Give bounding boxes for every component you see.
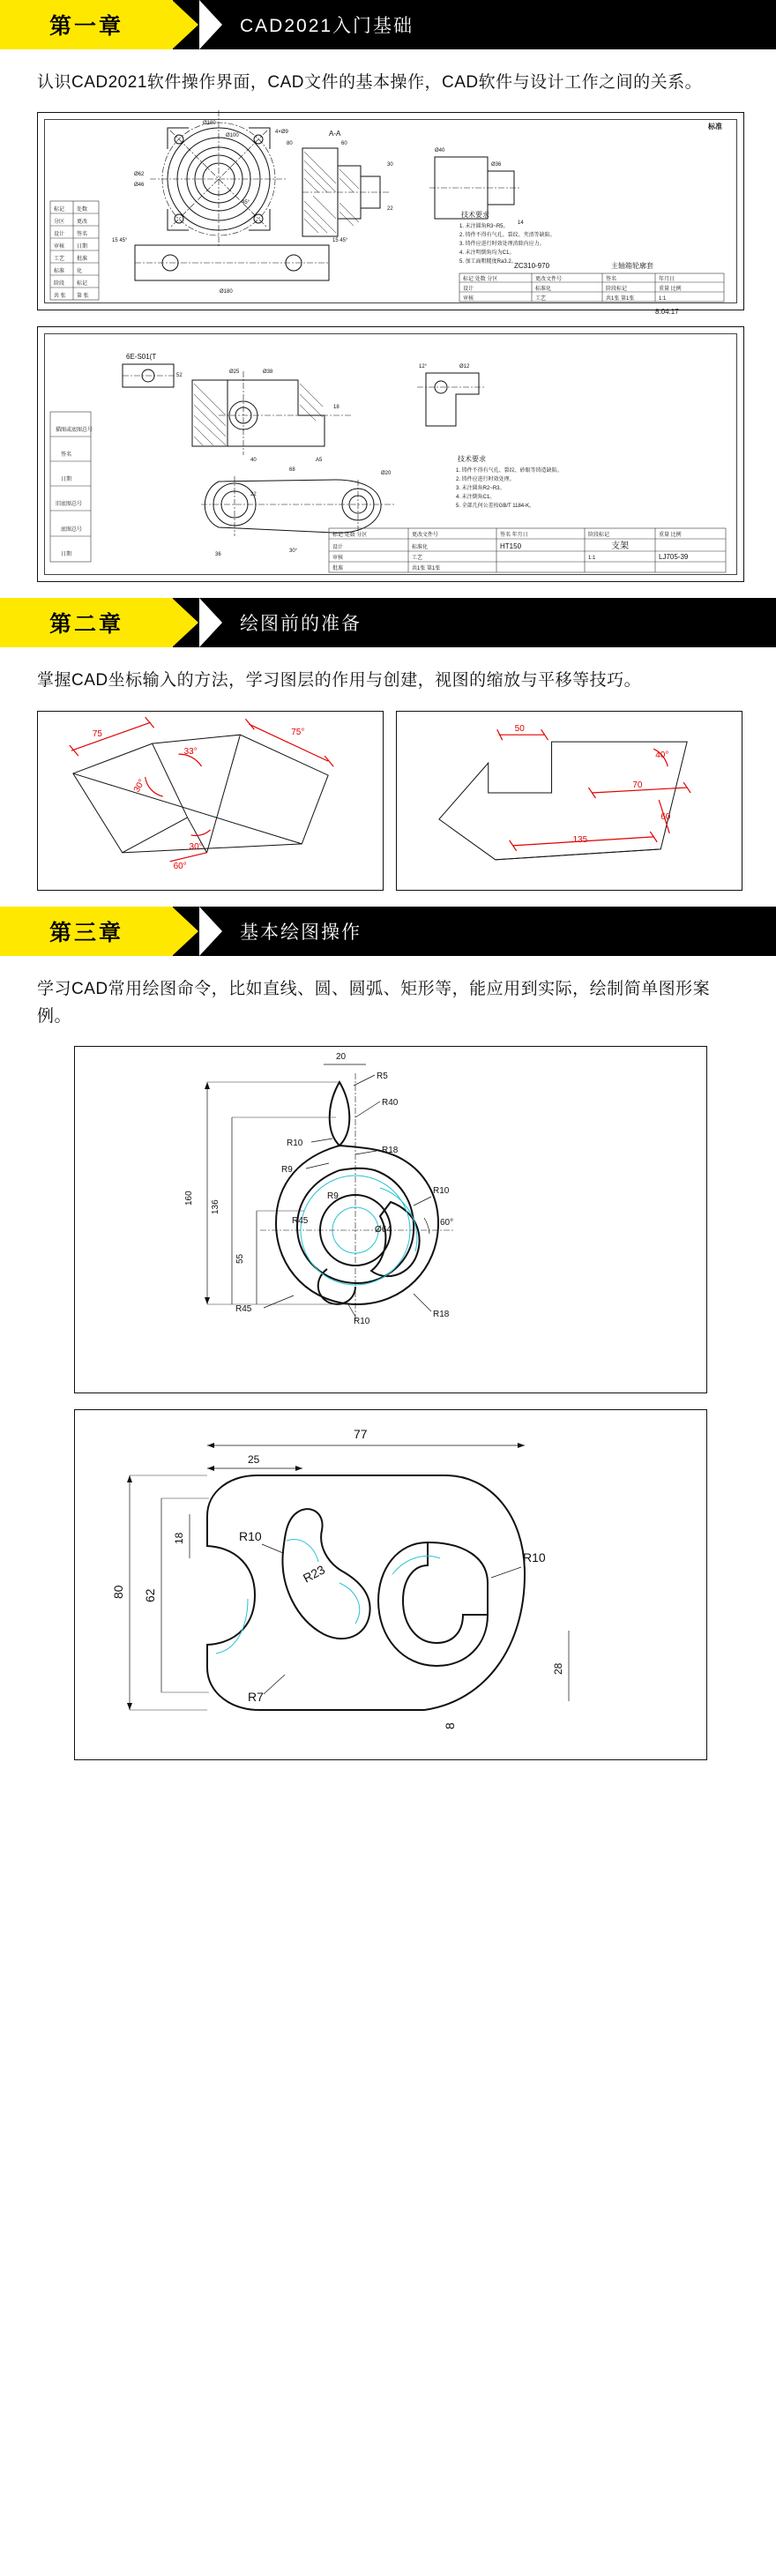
- svg-text:R23: R23: [300, 1562, 328, 1587]
- svg-text:Ø64: Ø64: [375, 1225, 392, 1236]
- chapter-label-2: 第二章: [48, 612, 123, 638]
- svg-text:52: 52: [176, 373, 183, 379]
- svg-text:1:1: 1:1: [659, 296, 667, 302]
- svg-text:Ø180: Ø180: [203, 121, 216, 127]
- svg-text:36: 36: [215, 552, 221, 558]
- svg-text:20: 20: [336, 1052, 347, 1063]
- svg-text:60°: 60°: [440, 1218, 454, 1228]
- svg-text:R5: R5: [377, 1071, 388, 1082]
- chapter-title-box-2: [173, 598, 776, 647]
- svg-text:标记 处数 分区: 标记 处数 分区: [463, 277, 498, 283]
- svg-text:Ø46: Ø46: [134, 183, 145, 189]
- chapter-arrow-inner-icon-1: [199, 0, 222, 49]
- svg-text:77: 77: [354, 1427, 368, 1442]
- figure-2-2: [396, 711, 742, 891]
- chapter-header-1: [0, 0, 776, 49]
- svg-text:旧底图总号: 旧底图总号: [56, 502, 83, 508]
- svg-text:分区: 分区: [54, 220, 65, 226]
- svg-text:12°: 12°: [419, 364, 428, 370]
- svg-text:1:1: 1:1: [588, 556, 596, 562]
- svg-text:Ø12: Ø12: [459, 364, 470, 370]
- figure-3-2-drawing: [75, 1410, 706, 1759]
- svg-text:Ø180: Ø180: [220, 289, 233, 295]
- svg-text:75°: 75°: [291, 727, 305, 737]
- svg-text:60°: 60°: [173, 861, 187, 871]
- svg-text:日期: 日期: [61, 477, 72, 483]
- svg-text:标准: 标准: [54, 269, 65, 275]
- svg-text:工艺: 工艺: [412, 556, 423, 562]
- svg-text:Ø20: Ø20: [381, 471, 392, 477]
- svg-text:共1张 第1张: 共1张 第1张: [412, 566, 441, 572]
- figure-3-1: [74, 1046, 707, 1393]
- svg-text:批准: 批准: [332, 566, 344, 572]
- svg-text:70: 70: [632, 780, 643, 790]
- svg-text:描图或底图总号: 描图或底图总号: [56, 428, 93, 434]
- figure-1-2: [37, 326, 744, 582]
- svg-text:30°: 30°: [189, 841, 203, 852]
- svg-text:阶段标记: 阶段标记: [588, 533, 610, 539]
- svg-text:18: 18: [173, 1533, 185, 1545]
- chapter-header-2: [0, 598, 776, 647]
- svg-text:80: 80: [287, 141, 293, 147]
- chapter-arrow-icon-3: [172, 907, 198, 956]
- chapter-label-1: 第一章: [48, 14, 123, 39]
- svg-text:设计: 设计: [54, 232, 65, 238]
- chapter-description-1: 认识CAD2021软件操作界面，CAD文件的基本操作，CAD软件与设计工作之间的关系。: [37, 73, 703, 92]
- chapter-arrow-inner-icon-3: [199, 907, 222, 956]
- svg-text:R18: R18: [433, 1310, 450, 1320]
- chapter-title-2: 绘图前的准备: [240, 614, 362, 635]
- svg-text:R10: R10: [523, 1550, 546, 1565]
- svg-text:工艺: 工艺: [535, 296, 547, 302]
- chapter-title-1: CAD2021入门基础: [240, 16, 414, 36]
- svg-text:R9: R9: [281, 1165, 293, 1176]
- svg-text:重量 比例: 重量 比例: [659, 533, 682, 539]
- svg-text:Ø38: Ø38: [263, 370, 273, 376]
- svg-text:化: 化: [77, 269, 83, 275]
- chapter-arrow-inner-icon-2: [199, 598, 222, 647]
- svg-text:136: 136: [211, 1199, 220, 1215]
- svg-text:1. 铸件不得有气孔、裂纹、砂眼等铸造缺陷。: 1. 铸件不得有气孔、裂纹、砂眼等铸造缺陷。: [456, 468, 563, 474]
- svg-text:HT150: HT150: [500, 542, 522, 551]
- svg-text:68: 68: [289, 467, 295, 474]
- svg-text:审核: 审核: [332, 556, 344, 562]
- svg-text:共 张: 共 张: [54, 294, 66, 300]
- svg-text:40: 40: [250, 458, 257, 464]
- chapter-label-box-1: [0, 0, 173, 49]
- svg-text:R18: R18: [382, 1146, 399, 1156]
- svg-text:3. 未注圆角R2~R3。: 3. 未注圆角R2~R3。: [456, 486, 505, 492]
- svg-text:阶段: 阶段: [54, 281, 65, 287]
- svg-text:5. 加工面粗糙度Ra3.2。: 5. 加工面粗糙度Ra3.2。: [459, 259, 517, 265]
- svg-text:60: 60: [660, 811, 671, 822]
- figure-wrap-3-1: [0, 1039, 776, 1409]
- figure-wrap-1-1: [0, 105, 776, 326]
- svg-text:15 45°: 15 45°: [332, 238, 348, 244]
- figure-3-1-drawing: [75, 1047, 706, 1393]
- svg-text:更改文件号: 更改文件号: [412, 533, 439, 539]
- svg-text:14: 14: [518, 220, 524, 227]
- svg-text:8: 8: [443, 1722, 457, 1730]
- svg-text:技术要求: 技术要求: [461, 211, 489, 220]
- svg-text:签名: 签名: [77, 232, 88, 238]
- figure-wrap-1-2: [0, 326, 776, 598]
- svg-text:更改: 更改: [77, 220, 88, 226]
- figure-1-2-drawing: [38, 327, 743, 581]
- svg-text:8.04.17: 8.04.17: [655, 308, 679, 317]
- svg-text:设计: 设计: [332, 545, 344, 551]
- svg-text:第 张: 第 张: [77, 294, 89, 300]
- svg-text:33°: 33°: [183, 746, 198, 757]
- svg-text:标记: 标记: [54, 207, 65, 213]
- svg-text:重量 比例: 重量 比例: [659, 287, 682, 293]
- svg-text:处数: 处数: [77, 207, 88, 213]
- chapter-title-box-3: [173, 907, 776, 956]
- svg-text:30: 30: [387, 162, 393, 168]
- svg-text:A-A: A-A: [329, 130, 341, 138]
- svg-text:R40: R40: [382, 1098, 399, 1109]
- chapter-label-3: 第三章: [48, 920, 123, 945]
- svg-text:标记: 标记: [77, 281, 88, 287]
- svg-text:R10: R10: [239, 1529, 262, 1544]
- svg-text:日期: 日期: [61, 552, 72, 558]
- svg-text:1. 未注圆角R3~R5。: 1. 未注圆角R3~R5。: [459, 224, 509, 230]
- chapter-label-box-3: [0, 907, 173, 956]
- chapter-description-3: 学习CAD常用绘图命令，比如直线、圆、圆弧、矩形等，能应用到实际，绘制简单图形案例。: [37, 979, 711, 1027]
- svg-text:签名: 签名: [606, 277, 617, 283]
- svg-text:阶段标记: 阶段标记: [606, 287, 628, 293]
- svg-text:Ø100: Ø100: [226, 133, 239, 139]
- svg-text:标记 处数 分区: 标记 处数 分区: [332, 533, 368, 539]
- chapter-description-2: 掌握CAD坐标输入的方法，学习图层的作用与创建，视图的缩放与平移等技巧。: [37, 671, 642, 691]
- svg-text:18: 18: [333, 405, 340, 411]
- svg-text:4×Ø9: 4×Ø9: [275, 130, 288, 136]
- svg-text:标准化: 标准化: [412, 545, 429, 551]
- figure-3-2: [74, 1409, 707, 1760]
- svg-text:4. 未注明倒角均为C1。: 4. 未注明倒角均为C1。: [459, 250, 515, 257]
- svg-text:签名: 签名: [61, 452, 72, 459]
- svg-text:R10: R10: [287, 1139, 303, 1149]
- svg-text:设计: 设计: [463, 287, 474, 293]
- svg-text:审核: 审核: [463, 296, 474, 302]
- svg-text:6E-S01(T: 6E-S01(T: [126, 353, 157, 362]
- svg-text:标准化: 标准化: [535, 287, 552, 293]
- svg-text:4. 未注倒角C1。: 4. 未注倒角C1。: [456, 495, 496, 501]
- svg-text:55: 55: [235, 1254, 245, 1265]
- svg-text:3. 铸件应进行时效处理消除内应力。: 3. 铸件应进行时效处理消除内应力。: [459, 242, 545, 248]
- svg-text:Ø62: Ø62: [134, 172, 145, 178]
- svg-text:15 45°: 15 45°: [112, 238, 128, 244]
- svg-text:日期: 日期: [77, 244, 88, 250]
- svg-text:60: 60: [341, 141, 347, 147]
- svg-text:更改文件号: 更改文件号: [535, 277, 563, 283]
- svg-text:45°: 45°: [242, 200, 250, 206]
- svg-text:工艺: 工艺: [54, 257, 65, 263]
- svg-text:主轴箱轮廓套: 主轴箱轮廓套: [611, 262, 653, 271]
- svg-text:R10: R10: [433, 1186, 450, 1197]
- svg-text:30°: 30°: [289, 549, 298, 555]
- figure-2-1-drawing: [38, 712, 383, 890]
- svg-text:Ø36: Ø36: [491, 162, 502, 168]
- chapter-arrow-icon-1: [172, 0, 198, 49]
- svg-text:批准: 批准: [77, 257, 88, 263]
- svg-text:28: 28: [552, 1663, 564, 1676]
- svg-text:R7: R7: [248, 1690, 264, 1705]
- svg-text:年月日: 年月日: [659, 277, 675, 283]
- svg-text:A5: A5: [316, 458, 323, 464]
- svg-text:80: 80: [111, 1585, 125, 1600]
- figure-1-1-drawing: [38, 113, 743, 317]
- svg-text:审核: 审核: [54, 244, 65, 250]
- svg-text:2. 铸件不得有气孔、裂纹、夹渣等缺陷。: 2. 铸件不得有气孔、裂纹、夹渣等缺陷。: [459, 233, 556, 239]
- chapter-label-box-2: [0, 598, 173, 647]
- figure-2-2-drawing: [397, 712, 742, 890]
- svg-text:5. 全部几何公差按GB/T 1184-K。: 5. 全部几何公差按GB/T 1184-K。: [456, 504, 535, 510]
- svg-text:共1张 第1张: 共1张 第1张: [606, 296, 635, 302]
- svg-text:22: 22: [250, 492, 257, 498]
- svg-text:底图总号: 底图总号: [61, 527, 83, 534]
- svg-text:62: 62: [143, 1588, 157, 1603]
- svg-text:R45: R45: [292, 1216, 309, 1227]
- svg-text:2. 铸件应进行时效处理。: 2. 铸件应进行时效处理。: [456, 477, 515, 483]
- svg-text:技术要求: 技术要求: [458, 455, 486, 464]
- svg-text:Ø40: Ø40: [435, 148, 445, 154]
- svg-text:支架: 支架: [611, 541, 629, 552]
- svg-text:75: 75: [92, 728, 102, 739]
- svg-text:R10: R10: [354, 1317, 370, 1327]
- svg-text:135: 135: [572, 834, 588, 845]
- svg-text:Ø25: Ø25: [229, 370, 240, 376]
- chapter-arrow-icon-2: [172, 598, 198, 647]
- svg-text:R45: R45: [235, 1304, 252, 1315]
- svg-text:标准: 标准: [708, 123, 722, 131]
- figure-1-1: [37, 112, 744, 317]
- chapter-title-box-1: [173, 0, 776, 49]
- svg-text:50: 50: [514, 723, 525, 734]
- figure-2-1: [37, 711, 384, 891]
- svg-text:22: 22: [387, 206, 393, 213]
- figure-wrap-3-2: [0, 1409, 776, 1781]
- svg-text:30°: 30°: [131, 777, 147, 795]
- svg-text:40°: 40°: [655, 750, 669, 760]
- svg-text:25: 25: [248, 1453, 260, 1467]
- svg-text:ZC310-970: ZC310-970: [514, 262, 550, 271]
- svg-text:签名 年月日: 签名 年月日: [500, 533, 528, 539]
- chapter-title-3: 基本绘图操作: [240, 922, 362, 943]
- svg-text:LJ705-39: LJ705-39: [659, 553, 689, 562]
- svg-text:160: 160: [184, 1191, 194, 1206]
- figure-row-2: [0, 704, 776, 907]
- chapter-header-3: [0, 907, 776, 956]
- svg-text:R9: R9: [327, 1191, 339, 1202]
